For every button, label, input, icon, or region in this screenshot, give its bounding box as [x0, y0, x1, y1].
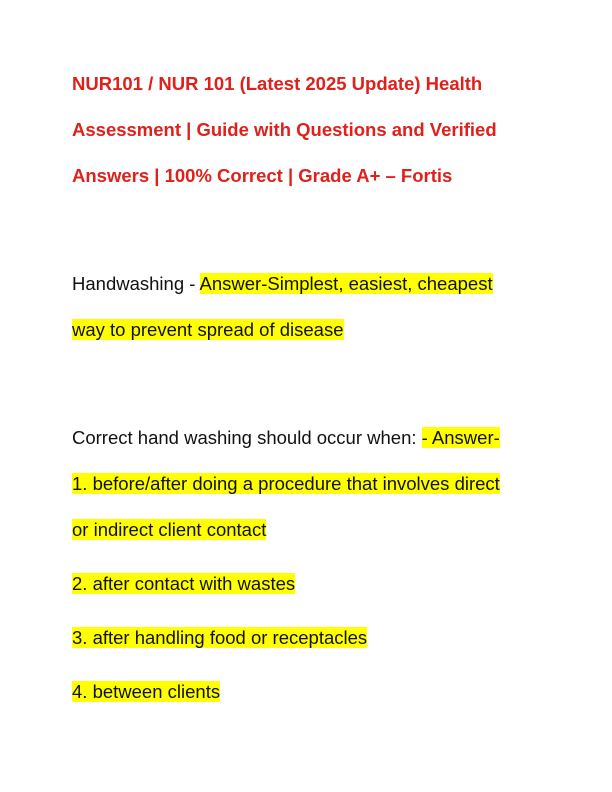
qa-1-line-1 — [72, 273, 493, 295]
qa-2-question: Correct hand washing should occur when: — [72, 427, 422, 448]
qa-2-line-4 — [72, 573, 295, 595]
qa-1-line-2 — [72, 319, 344, 341]
qa-1-answer-line-1: Answer-Simplest, easiest, cheapest — [199, 273, 493, 294]
qa-2-answer-line-4: 2. after contact with wastes — [72, 573, 296, 594]
qa-2-answer-line-1: - Answer- — [421, 427, 500, 448]
qa-2-line-6 — [72, 681, 220, 703]
document-title-line-3: Answers | 100% Correct | Grade A+ – Fortis — [72, 165, 453, 186]
qa-1-answer-line-2: way to prevent spread of disease — [72, 319, 344, 340]
qa-2-line-1 — [72, 427, 500, 449]
qa-2-answer-line-2: 1. before/after doing a procedure that involves direct — [72, 473, 500, 494]
qa-2-answer-line-6: 4. between clients — [72, 681, 221, 702]
qa-1-question: Handwashing - — [72, 273, 200, 294]
document-title-line-1: NUR101 / NUR 101 (Latest 2025 Update) Health — [72, 73, 483, 94]
qa-2-line-2 — [72, 473, 500, 495]
qa-2-line-5 — [72, 627, 367, 649]
qa-2-answer-line-5: 3. after handling food or receptacles — [72, 627, 368, 648]
qa-2-line-3 — [72, 519, 266, 541]
qa-2-answer-line-3: or indirect client contact — [72, 519, 267, 540]
document-title-line-2: Assessment | Guide with Questions and Verified — [72, 119, 497, 140]
